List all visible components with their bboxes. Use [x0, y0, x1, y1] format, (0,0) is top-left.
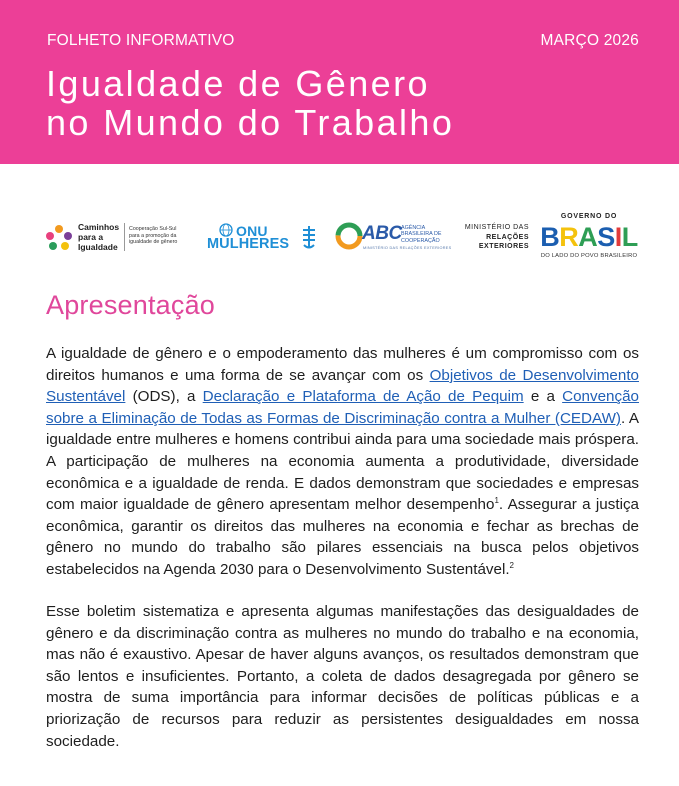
onu-mulheres-logo: [206, 223, 320, 253]
governo-do-text: GOVERNO DO: [560, 213, 618, 220]
un-globe-icon: [218, 223, 234, 237]
mre-line-1: MINISTÉRIO DAS: [464, 224, 529, 231]
partner-logos: [0, 205, 679, 267]
abc-ring-icon: [334, 221, 364, 251]
brasil-letter-r: R: [559, 222, 579, 250]
caminhos-sub-2: para a promoção da: [129, 232, 177, 239]
title-line-1: Igualdade de Gênero: [46, 63, 430, 104]
pequim-link[interactable]: Declaração e Plataforma de Ação de Pequim: [202, 388, 524, 406]
intro-text-4: . A igualdade entre mulheres e homens contribui ainda para uma sociedade mais próspera. A participação de mulheres na economia aumenta a produtividade, diversidade econômica e a igualdade de renda. E dados demonstram que sociedades e empresas com maior igualdade de gênero apresentam melhor desempenho: [46, 409, 639, 514]
brasil-letter-b: B: [540, 222, 560, 250]
footnote-ref-2[interactable]: 2: [509, 560, 514, 570]
mre-line-2: RELAÇÕES: [486, 233, 529, 241]
document-type-label: FOLHETO INFORMATIVO: [47, 32, 235, 49]
header-banner: [0, 0, 679, 164]
caminhos-name-1: Caminhos: [78, 222, 120, 232]
intro-text-1: A igualdade de gênero e o empoderamento das mulheres é um compromisso com os direitos humanos e uma forma de se avançar com os: [46, 345, 639, 384]
brasil-letter-i: I: [614, 222, 622, 250]
caminhos-name-3: Igualdade: [78, 242, 118, 252]
mre-line-3: EXTERIORES: [478, 243, 529, 250]
intro-text-5: . Assegurar a justiça econômica, garantir os direitos das mulheres na economia e fechar as brechas de gênero no mundo do trabalho são pilares essenciais na busca pelos objetivos estabelecidos na Agenda 2030 para o Desenvolvimento Sustentável.: [46, 496, 639, 578]
abc-agency-3: COOPERAÇÃO: [401, 237, 440, 244]
caminhos-name-2: para a: [78, 232, 104, 242]
brasil-wordmark: [539, 222, 639, 250]
logo-divider: [124, 223, 125, 251]
onu-text: ONU: [236, 223, 268, 239]
governo-do-brasil-logo: [537, 213, 641, 267]
page-title: [46, 64, 646, 142]
intro-text-2: (ODS), a: [125, 388, 203, 406]
abc-agency-2: BRASILEIRA DE: [401, 231, 442, 238]
brasil-letter-l: L: [621, 222, 638, 250]
svg-text:BRASIL: [540, 222, 638, 250]
caminhos-sub-3: igualdade de gênero: [129, 239, 178, 245]
abc-ministry-text: MINISTÉRIO DAS RELAÇÕES EXTERIORES: [363, 246, 452, 250]
caminhos-flower-icon: [44, 224, 74, 252]
bulletin-paragraph: Esse boletim sistematiza e apresenta algumas manifestações das desigualdades de gênero e da discriminação contra as mulheres no mundo do trabalho e na economia, mas não é exaustivo. Apesar de haver alguns avanços, os resultados demonstram que são lentos e insuficientes. Portanto, a coleta de dados desagregada por gênero se mostra de suma importância para informar decisões de políticas públicas e a priorização de recursos para reduzir as persistentes desigualdades em nossa sociedade.: [46, 603, 639, 750]
abc-agency-1: AGÊNCIA: [401, 225, 426, 231]
un-wreath-icon: [300, 224, 318, 250]
brasil-letter-s: S: [597, 222, 615, 250]
abc-agency-logo: [334, 221, 454, 253]
intro-text-3: e a: [523, 388, 563, 406]
brasil-slogan: DO LADO DO POVO BRASILEIRO: [540, 253, 638, 259]
section-heading: Apresentação: [46, 290, 216, 320]
caminhos-para-igualdade-logo: [44, 221, 184, 255]
intro-paragraph: [46, 343, 639, 581]
title-line-2: no Mundo do Trabalho: [46, 102, 455, 143]
ministerio-relacoes-exteriores-logo: [459, 223, 529, 255]
mulheres-text: MULHERES: [207, 236, 290, 252]
abc-acronym: ABC: [362, 223, 402, 244]
ods-link[interactable]: Objetivos de Desenvolvimento Sustentável: [46, 366, 639, 406]
publication-date: MARÇO 2026: [540, 32, 639, 49]
brasil-letter-a: A: [578, 222, 598, 250]
footnote-ref-1[interactable]: 1: [494, 496, 499, 506]
cedaw-link[interactable]: Convenção sobre a Eliminação de Todas as Formas de Discriminação contra a Mulher (CEDAW): [46, 388, 639, 427]
caminhos-sub-1: Cooperação Sul-Sul: [129, 226, 177, 232]
